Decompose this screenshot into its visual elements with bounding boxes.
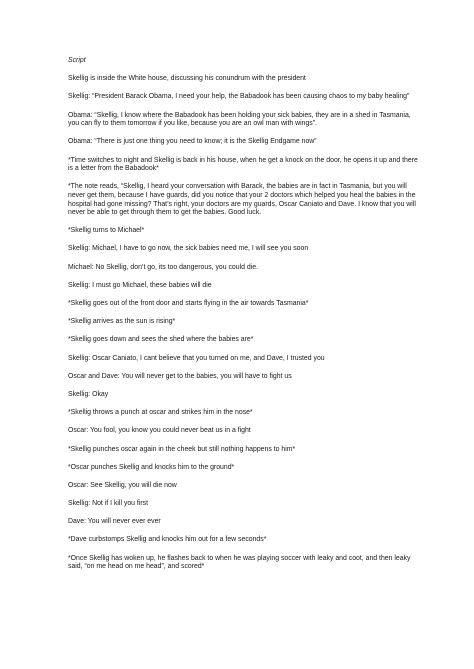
script-line: *Skellig turns to Michael* [68,227,145,235]
script-line: Obama: “There is just one thing you need to know; it is the Skellig Endgame now” [68,138,317,146]
script-line: Skellig: I must go Michael, these babies will die [68,281,212,289]
script-line: *Skellig goes down and sees the shed where the babies are* [68,336,254,344]
script-line: *Skellig goes out of the front door and starts flying in the air towards Tasmania* [68,300,309,308]
script-line: *Dave curbstomps Skellig and knocks him out for a few seconds* [68,536,267,544]
script-line: Obama: “Skellig, I know where the Babadook has been holding your sick babies, they are in a shed in Tasmania, you can fly to them tomorrow if you like, because you are an owl man with wings”. [68,111,411,128]
script-line: Oscar and Dave: You will never get to the babies, you will have to fight us [68,372,292,380]
script-line: Skellig: Not if I kill you first [68,500,149,508]
script-line: *Skellig throws a punch at oscar and strikes him in the nose* [68,409,253,417]
script-line: Dave: You will never ever ever [68,518,161,526]
document-title: Script [68,57,86,64]
script-line: Oscar: See Skellig, you will die now [68,481,177,489]
script-line: Oscar: You fool, you know you could never beat us in a fight [68,427,251,435]
script-line: *Once Skellig has woken up, he flashes back to when he was playing soccer with leaky and coot, and then leaky said, “on me head on me head”, and scored* [68,554,411,571]
script-line: *Oscar punches Skellig and knocks him to the ground* [68,463,235,471]
script-line: *Skellig arrives as the sun is rising* [68,318,176,326]
script-line: Skellig: Okay [68,390,109,398]
script-line: *Time switches to night and Skellig is back in his house, when he get a knock on the door, he opens it up and there is a letter from the Babadook* [68,156,418,173]
script-line: Skellig is inside the White house, discussing his conundrum with the president [68,75,306,83]
script-line: Michael: No Skellig, don’t go, its too dangerous, you could die. [68,263,258,271]
script-line: *The note reads, “Skellig, I heard your conversation with Barack, the babies are in fact in Tasmania, but you will never get them, because I have guards, did you notice that your 2 doctors which helped you heal the babies in the hospital had gone missing? That’s right, your doctors are my guards, Oscar Caniato and Dave. I know that you will never be able to get through them to get the babies. Good luck. [68,183,416,217]
script-line: *Skellig punches oscar again in the cheek but still nothing happens to him* [68,445,296,453]
script-line: Skellig: Michael, I have to go now, the sick babies need me, I will see you soon [68,245,309,253]
script-line: Skellig: Oscar Caniato, I cant believe that you turned on me, and Dave, I trusted you [68,354,325,362]
script-line: Skellig: “President Barack Obama, I need your help, the Babadook has been causing chaos to my baby healing” [68,93,410,101]
